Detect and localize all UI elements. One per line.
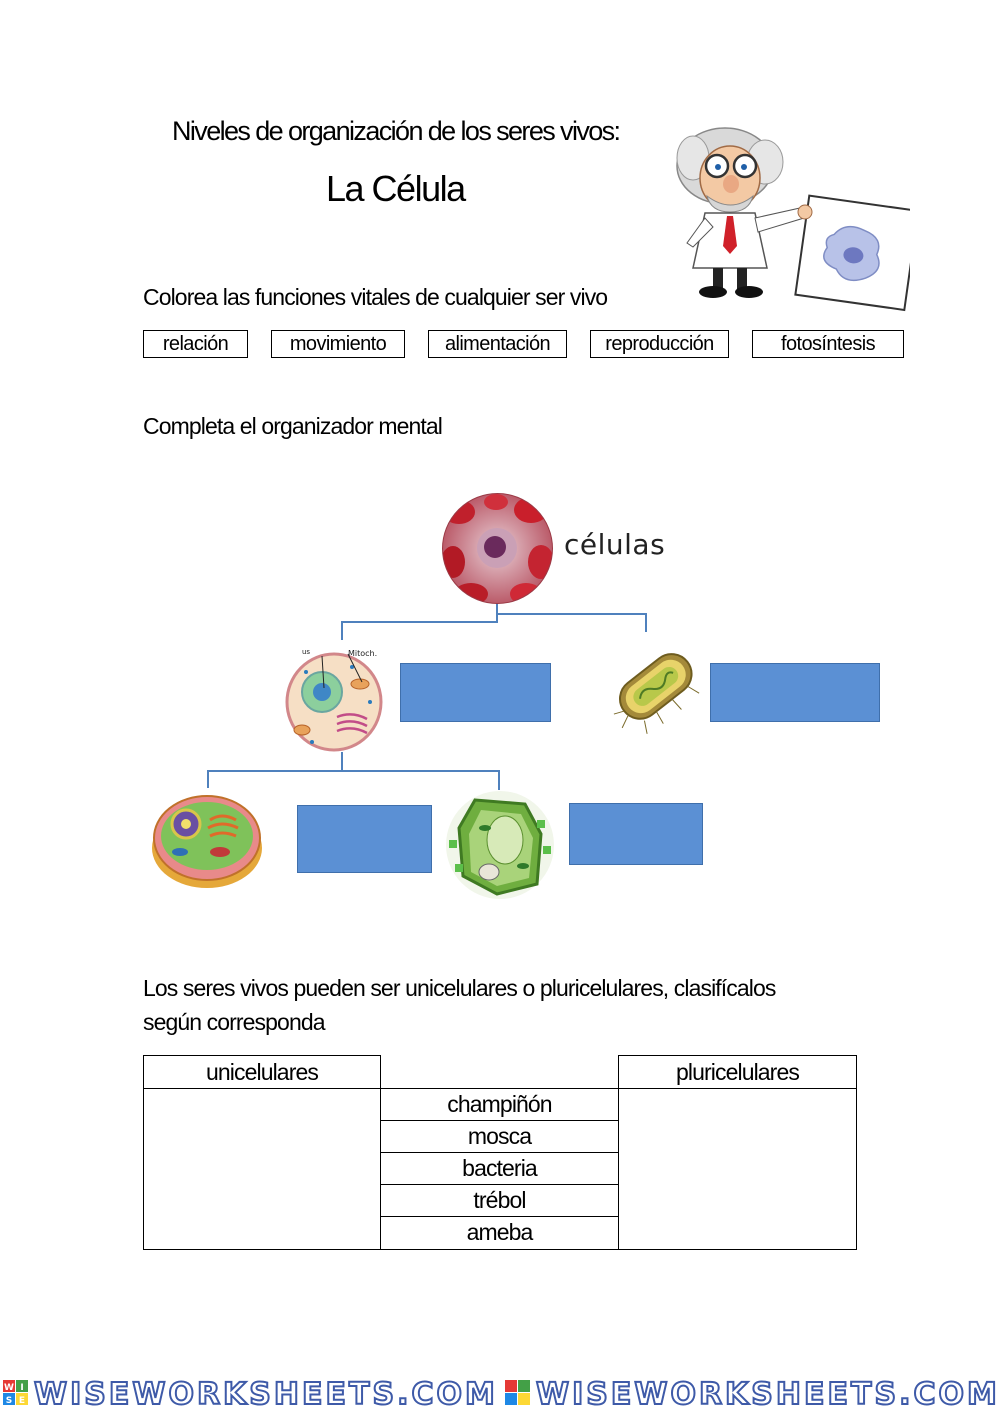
option-movimiento[interactable]: movimiento	[271, 330, 405, 358]
watermark-text-right: WISEWORKSHEETS.COM	[536, 1377, 1000, 1412]
option-fotosintesis[interactable]: fotosíntesis	[752, 330, 904, 358]
item-champinon[interactable]: champiñón	[380, 1088, 619, 1121]
footer-watermark	[0, 1370, 1000, 1413]
bacterium-image	[607, 632, 707, 744]
answer-box-prokaryotic[interactable]	[710, 663, 880, 722]
item-mosca[interactable]: mosca	[380, 1120, 619, 1153]
wise-logo-icon	[3, 1380, 28, 1406]
instruction-classify-line1: Los seres vivos pueden ser unicelulares o pluricelulares, clasifícalos	[143, 975, 776, 1001]
eukaryotic-cell-image	[282, 642, 387, 754]
svg-text:us: us	[302, 648, 311, 656]
option-relacion[interactable]: relación	[143, 330, 248, 358]
drop-zone-unicelulares[interactable]	[143, 1088, 381, 1250]
watermark-text-left: WISEWORKSHEETS.COM	[34, 1377, 498, 1412]
worksheet-subtitle: Niveles de organización de los seres vivos:	[172, 116, 620, 146]
option-reproduccion[interactable]: reproducción	[590, 330, 729, 358]
answer-box-animal[interactable]	[297, 805, 432, 873]
svg-text:S: S	[5, 1396, 13, 1406]
blood-cells-image	[441, 492, 554, 605]
item-trebol[interactable]: trébol	[380, 1184, 619, 1217]
answer-box-plant[interactable]	[569, 803, 703, 865]
scientist-illustration	[665, 118, 910, 313]
item-bacteria[interactable]: bacteria	[380, 1152, 619, 1185]
svg-text:E: E	[18, 1396, 26, 1406]
item-ameba[interactable]: ameba	[380, 1216, 619, 1250]
instruction-mind-map: Completa el organizador mental	[143, 413, 443, 439]
instruction-vital-functions: Colorea las funciones vitales de cualquier ser vivo	[143, 284, 608, 310]
wise-logo-icon	[505, 1380, 530, 1405]
mitochondria-label: Mitoch.	[348, 649, 378, 658]
animal-cell-image	[150, 790, 265, 892]
svg-text:I: I	[20, 1383, 24, 1393]
worksheet-title: La Célula	[326, 168, 465, 209]
plant-cell-image	[445, 790, 555, 900]
instruction-classify-line2: según corresponda	[143, 1009, 325, 1035]
drop-zone-pluricelulares[interactable]	[618, 1088, 857, 1250]
header-pluricelulares: pluricelulares	[618, 1055, 857, 1089]
option-alimentacion[interactable]: alimentación	[428, 330, 567, 358]
root-label-celulas: células	[564, 528, 666, 561]
header-unicelulares: unicelulares	[143, 1055, 381, 1089]
svg-text:W: W	[4, 1383, 14, 1393]
answer-box-eukaryotic[interactable]	[400, 663, 551, 722]
